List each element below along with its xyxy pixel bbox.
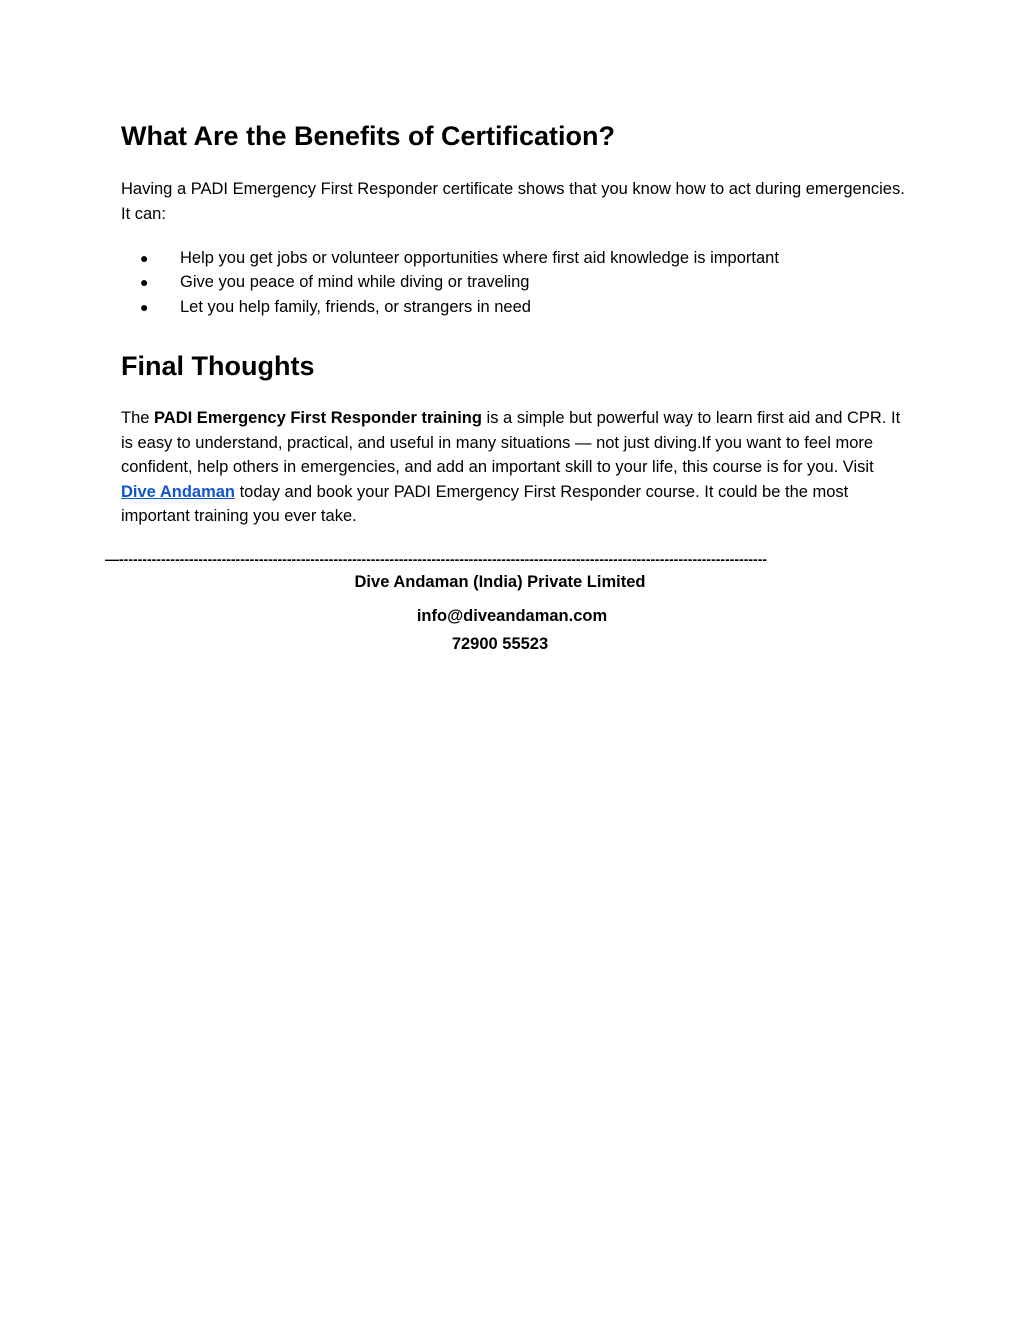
list-item xyxy=(121,246,779,270)
paragraph-body-text: is a simple but powerful way to learn first aid and CPR. It is easy to understand, practical, and useful in many situations — not just diving.If you want to feel more confident, help others in emergencies, and add an important skill to your life, this course is for you. Visit xyxy=(121,409,901,476)
contact-email: info@diveandaman.com xyxy=(416,607,608,625)
list-item-text: Let you help family, friends, or strangers in need xyxy=(180,297,531,316)
benefits-list xyxy=(121,246,779,319)
company-name: Dive Andaman (India) Private Limited xyxy=(354,573,646,591)
list-item-text: Give you peace of mind while diving or traveling xyxy=(180,273,530,292)
list-item-text: Help you get jobs or volunteer opportunities where first aid knowledge is important xyxy=(180,249,779,267)
benefits-intro-paragraph: Having a PADI Emergency First Responder certificate shows that you know how to act during emergencies. It can: xyxy=(121,180,905,223)
bullet-icon: ● xyxy=(140,274,149,291)
bullet-icon: ● xyxy=(140,250,149,266)
list-item xyxy=(121,295,779,319)
final-thoughts-paragraph xyxy=(121,406,911,529)
course-name-bold: PADI Emergency First Responder training xyxy=(154,409,482,427)
paragraph-tail-text: today and book your PADI Emergency First Responder course. It could be the most important training you ever take. xyxy=(121,482,849,525)
final-thoughts-heading: Final Thoughts xyxy=(121,351,315,381)
benefits-heading: What Are the Benefits of Certification? xyxy=(121,121,616,151)
dive-andaman-link[interactable]: Dive Andaman xyxy=(121,482,236,501)
bullet-icon: ● xyxy=(140,298,149,315)
paragraph-lead-text: The xyxy=(121,409,155,427)
contact-phone: 72900 55523 xyxy=(451,635,549,653)
footer-divider: —------------------------------------------------------------------------------------------------------------------------------------------- xyxy=(105,553,768,565)
list-item xyxy=(121,270,779,294)
